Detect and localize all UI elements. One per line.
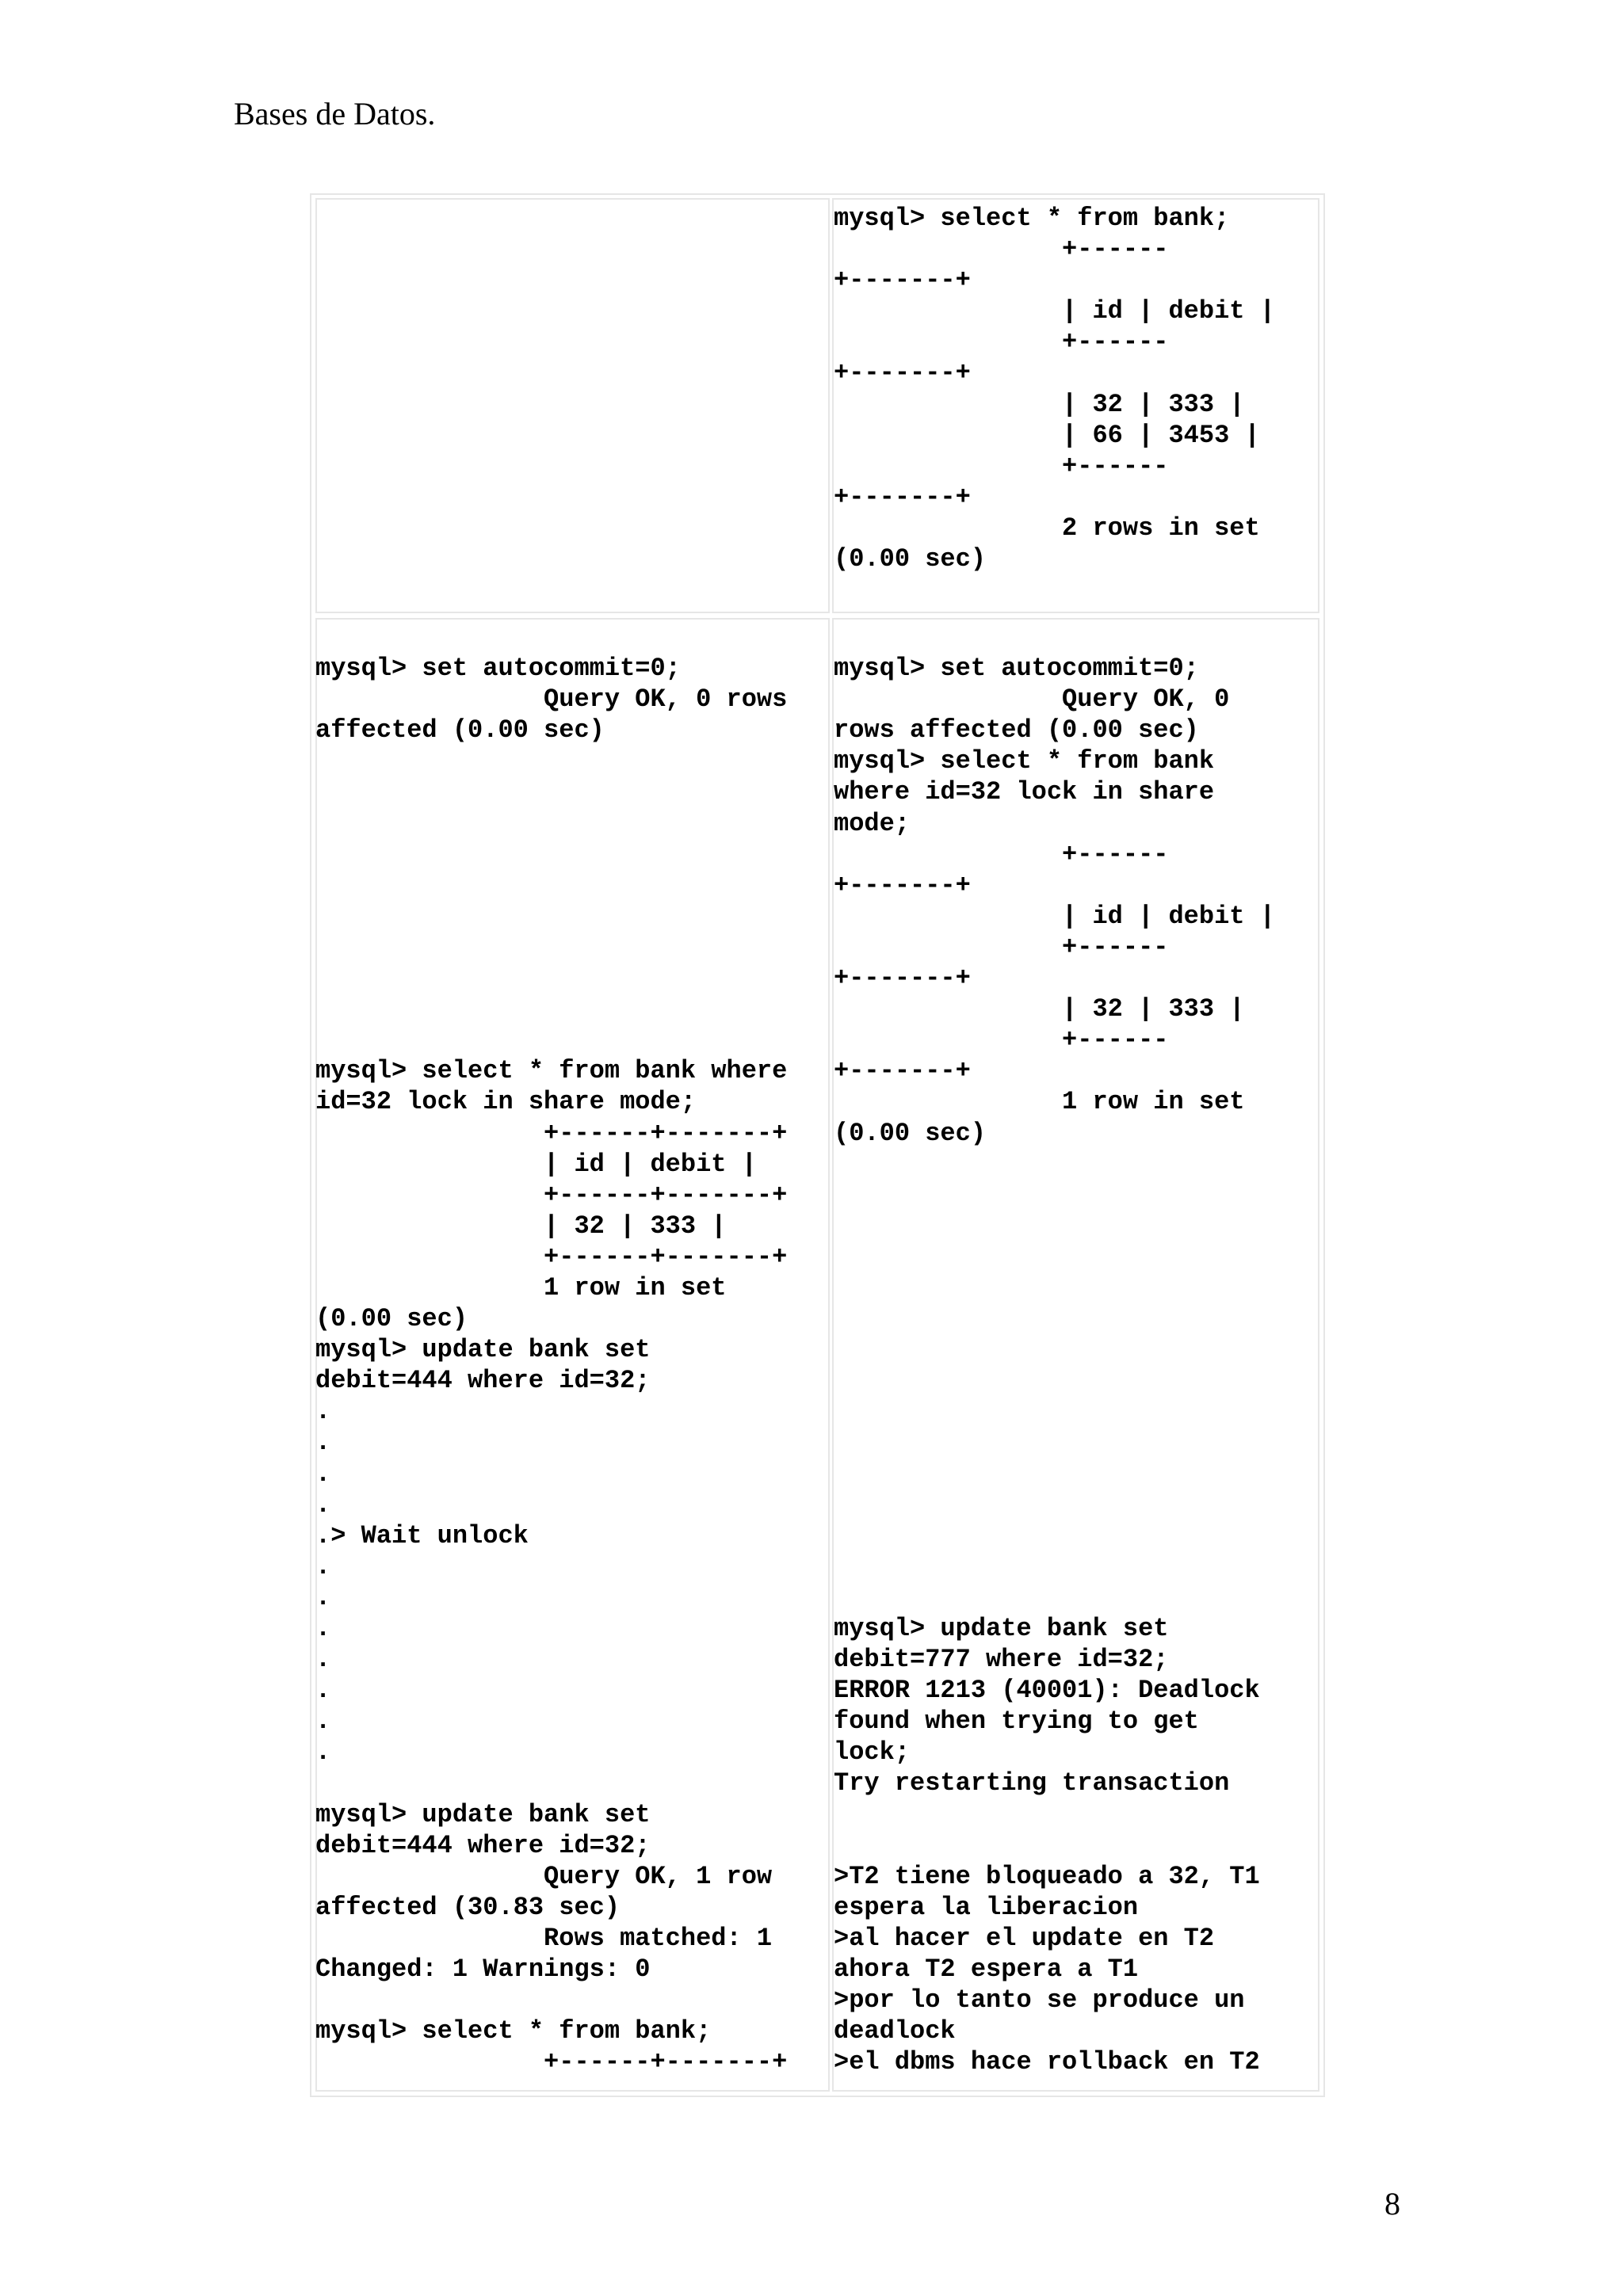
row1-left-cell	[315, 198, 830, 613]
page-number: 8	[1384, 2186, 1400, 2222]
row1-right-text: mysql> select * from bank; +------ +-------+ | id | debit | +------ +-------+ | 32 | 333 | | 66 | 3453 | +------ +-------+ 2 rows in set (0.00 sec)	[834, 204, 1275, 574]
row2-left-text: mysql> set autocommit=0; Query OK, 0 rows affected (0.00 sec) mysql> select * from bank where id=32 lock in share mode; +------+-------+ | id | debit | +------+-------+ | 32 | 333 | +------+-------+ 1 row in set (0.00 sec) mysql> update bank set debit=444 where id=32; . . . . .> Wait unlock . . . . . . . mysql> update bank set debit=444 where id=32; Query OK, 1 row affected (30.83 sec) Rows matched: 1 Changed: 1 Warnings: 0 mysql> select * from bank; +------+-------+	[315, 654, 788, 2077]
document-header: Bases de Datos.	[234, 96, 436, 132]
row2-right-text: mysql> set autocommit=0; Query OK, 0 rows affected (0.00 sec) mysql> select * from bank where id=32 lock in share mode; +------ +-------+ | id | debit | +------ +-------+ | 32 | 333 | +------ +-------+ 1 row in set (0.00 sec) mysql> update bank set debit=777 where id=32; ERROR 1213 (40001): Deadlock found when trying to get lock; Try restarting transaction >T2 tiene bloqueado a 32, T1 espera la liberacion >al hacer el update en T2 ahora T2 espera a T1 >por lo tanto se produce un deadlock >el dbms hace rollback en T2	[834, 654, 1275, 2077]
